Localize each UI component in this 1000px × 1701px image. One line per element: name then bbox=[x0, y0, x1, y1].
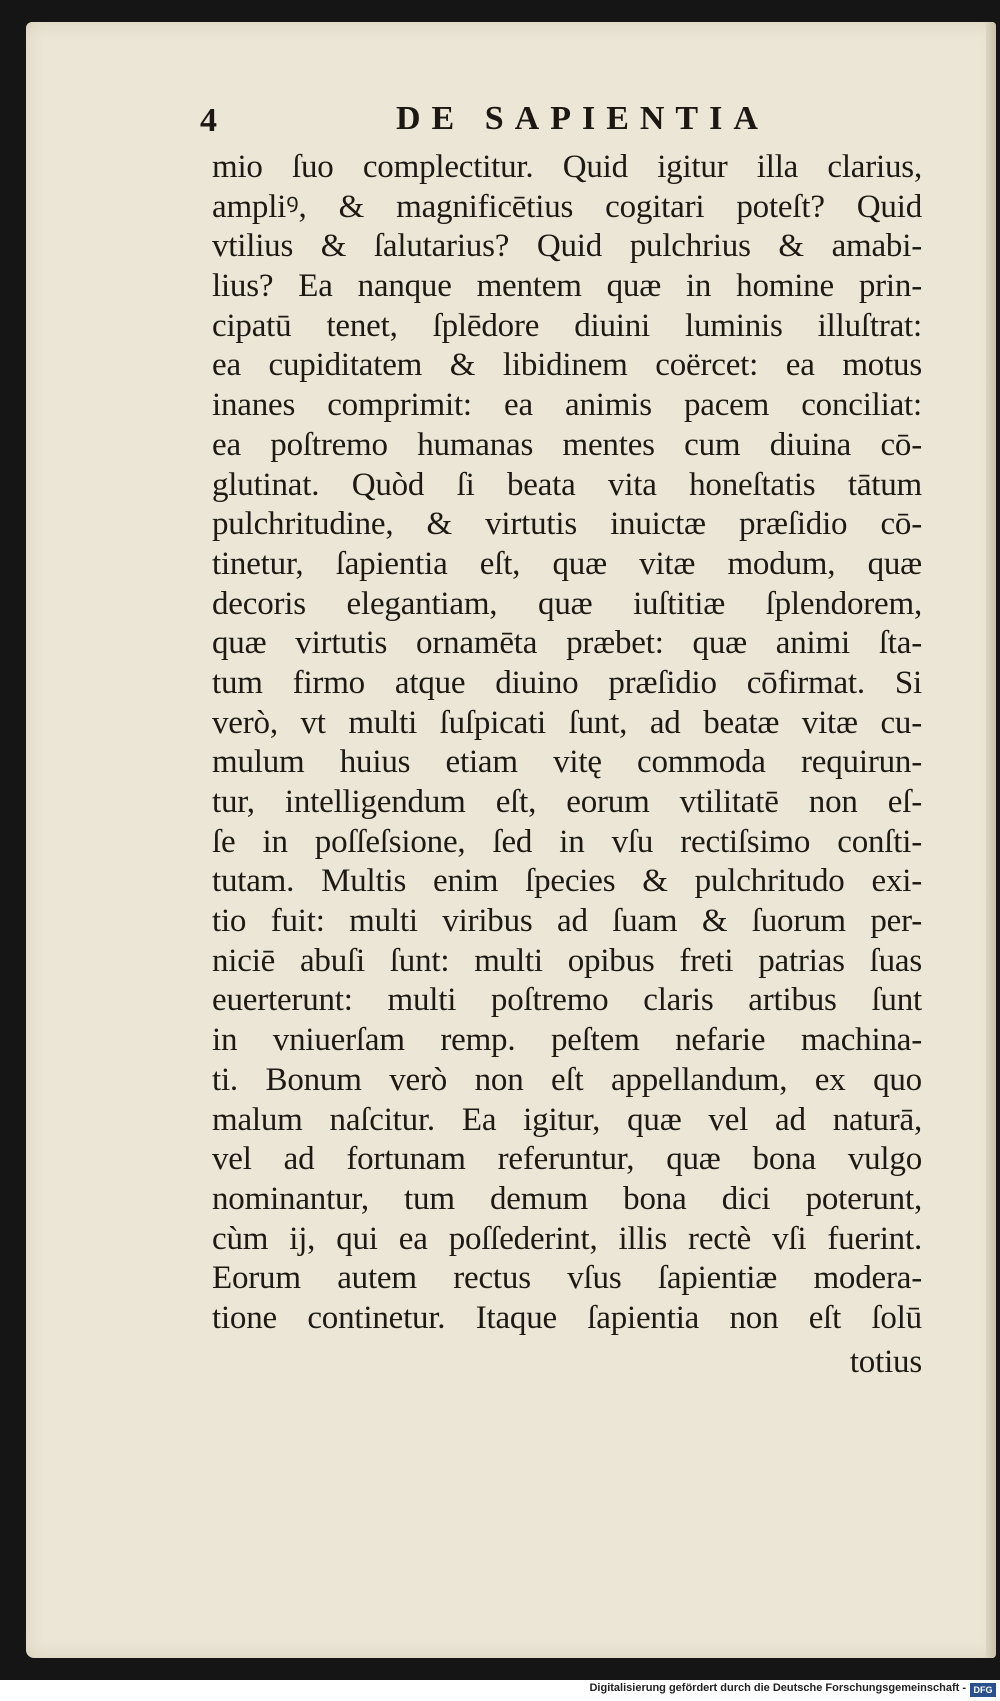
text-line: ea cupiditatem & libidinem coërcet: ea motus bbox=[212, 347, 922, 384]
text-line: niciē abuſi ſunt: multi opibus freti patrias ſuas bbox=[212, 942, 922, 979]
catchword: totius bbox=[849, 1343, 922, 1380]
text-line: inanes comprimit: ea animis pacem conciliat: bbox=[212, 387, 922, 424]
text-line: quæ virtutis ornamēta præbet: quæ animi ſta- bbox=[212, 625, 922, 662]
text-line: verò, vt multi ſuſpicati ſunt, ad beatæ vitæ cu- bbox=[212, 704, 922, 741]
text-line: ampliꝰ, & magnificētius cogitari poteſt? Quid bbox=[212, 188, 922, 225]
text-line: tinetur, ſapientia eſt, quæ vitæ modum, quæ bbox=[212, 545, 922, 582]
text-line: nominantur, tum demum bona dici poterunt, bbox=[212, 1180, 922, 1217]
body-text bbox=[212, 148, 922, 1382]
running-title: DE SAPIENTIA bbox=[396, 100, 769, 137]
text-line: lius? Ea nanque mentem quæ in homine prin- bbox=[212, 268, 922, 305]
text-line: pulchritudine, & virtutis inuictæ præſidio cō- bbox=[212, 506, 922, 543]
text-line: cipatū tenet, ſplēdore diuini luminis illuſtrat: bbox=[212, 307, 922, 344]
page-number: 4 bbox=[200, 102, 217, 139]
text-line: tum firmo atque diuino præſidio cōfirmat. Si bbox=[212, 664, 922, 701]
digitization-footer bbox=[0, 1680, 1000, 1701]
text-line: euerterunt: multi poſtremo claris artibus ſunt bbox=[212, 982, 922, 1019]
text-line: vel ad fortunam referuntur, quæ bona vulgo bbox=[212, 1141, 922, 1178]
text-line: tione continetur. Itaque ſapientia non eſt ſolū bbox=[212, 1299, 922, 1336]
text-line: decoris elegantiam, quæ iuſtitiæ ſplendorem, bbox=[212, 585, 922, 622]
text-line: glutinat. Quòd ſi beata vita honeſtatis tātum bbox=[212, 466, 922, 503]
funding-credit: Digitalisierung gefördert durch die Deutsche Forschungsgemeinschaft - bbox=[589, 1682, 966, 1694]
text-line: ea poſtremo humanas mentes cum diuina cō- bbox=[212, 426, 922, 463]
text-line: mulum huius etiam vitę commoda requirun- bbox=[212, 744, 922, 781]
dfg-logo: DFG bbox=[970, 1683, 996, 1697]
text-line: malum naſcitur. Ea igitur, quæ vel ad naturā, bbox=[212, 1101, 922, 1138]
text-line: cùm ij, qui ea poſſederint, illis rectè vſi fuerint. bbox=[212, 1220, 922, 1257]
text-line: tutam. Multis enim ſpecies & pulchritudo exi- bbox=[212, 863, 922, 900]
text-line: vtilius & ſalutarius? Quid pulchrius & amabi- bbox=[212, 228, 922, 265]
page-edge bbox=[986, 22, 996, 1658]
text-line: mio ſuo complectitur. Quid igitur illa clarius, bbox=[212, 149, 922, 185]
text-line: Eorum autem rectus vſus ſapientiæ modera- bbox=[212, 1260, 922, 1297]
text-line: in vniuerſam remp. peſtem nefarie machina- bbox=[212, 1022, 922, 1059]
page-header bbox=[190, 86, 810, 146]
text-line: ti. Bonum verò non eſt appellandum, ex quo bbox=[212, 1061, 922, 1098]
text-line: ſe in poſſeſsione, ſed in vſu rectiſsimo conſti- bbox=[212, 823, 922, 860]
text-line: tur, intelligendum eſt, eorum vtilitatē non eſ- bbox=[212, 784, 922, 820]
text-line: tio fuit: multi viribus ad ſuam & ſuorum per- bbox=[212, 903, 922, 940]
